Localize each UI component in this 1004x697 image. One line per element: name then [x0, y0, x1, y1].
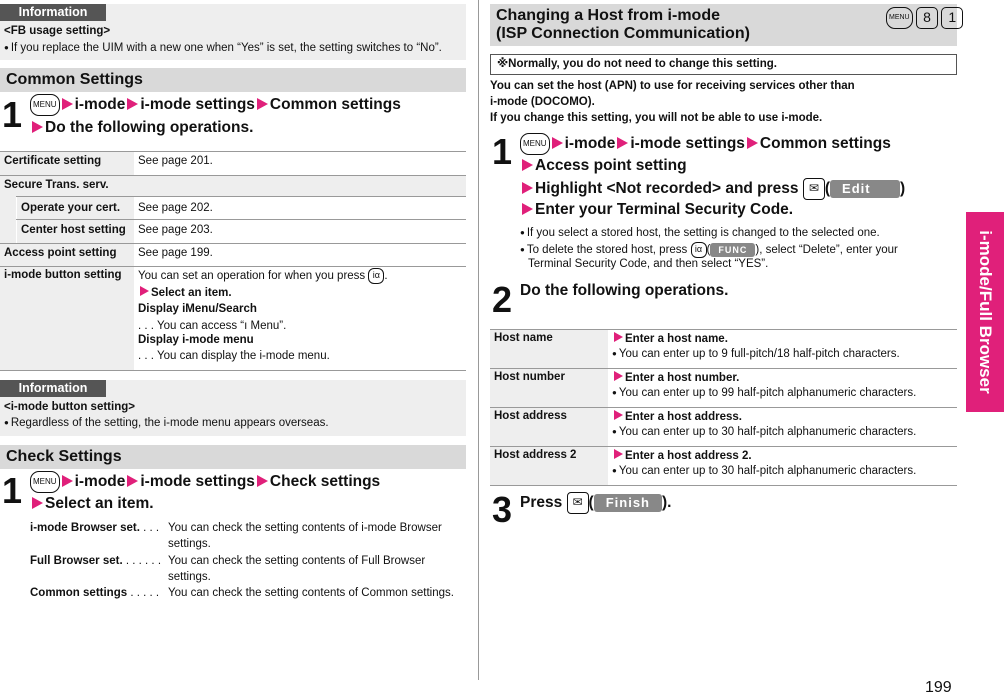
option-text: . . . You can access “ı Menu”.	[138, 320, 287, 332]
bullet-note-cont: Terminal Security Code, and then select “YES”.	[528, 258, 769, 270]
info-title: <FB usage setting>	[4, 25, 111, 37]
table-value: See page 199.	[138, 247, 213, 259]
arrow-icon	[522, 203, 533, 215]
side-tab	[966, 212, 1004, 412]
step-instruction-2: Do the following operations.	[30, 119, 253, 137]
section-header-changing-host	[490, 4, 957, 46]
header-line: Changing a Host from i-mode	[496, 7, 720, 24]
menu-key-icon: MENU	[886, 7, 913, 29]
bullet-note: ● If you select a stored host, the setting is changed to the selected one.	[520, 227, 880, 239]
table-label: Host name	[494, 332, 553, 344]
step-instruction-2: Access point setting	[520, 157, 687, 175]
info-text: ● If you replace the UIM with a new one when “Yes” is set, the setting switches to “No”.	[4, 42, 442, 54]
menu-key-icon: MENU	[520, 133, 550, 155]
arrow-icon	[127, 475, 138, 487]
intro-text: i-mode (DOCOMO).	[490, 96, 595, 108]
arrow-icon	[127, 98, 138, 110]
table-label: Access point setting	[4, 247, 117, 259]
column-divider	[478, 0, 479, 680]
side-tab-label: i-mode/Full Browser	[976, 230, 995, 394]
table-label: Certificate setting	[4, 155, 102, 167]
step-instruction-4: Enter your Terminal Security Code.	[520, 201, 793, 219]
section-header-common-settings: Common Settings	[0, 68, 466, 92]
arrow-icon	[614, 371, 623, 381]
info-text: ● Regardless of the setting, the i-mode menu appears overseas.	[4, 417, 329, 429]
list-item-desc: You can check the setting contents of i-mode Browser	[168, 522, 442, 534]
table-value: See page 201.	[138, 155, 213, 167]
arrow-icon	[617, 137, 628, 149]
arrow-icon	[257, 98, 268, 110]
step-number: 1	[2, 94, 23, 135]
option-title: Display i-mode menu	[138, 334, 254, 346]
info-tag: Information	[0, 4, 106, 21]
table-action: Enter a host name.	[612, 332, 728, 345]
table-label: Center host setting	[21, 224, 126, 236]
page-number: 199	[925, 679, 952, 696]
step-instruction: Do the following operations.	[520, 282, 729, 299]
step-instruction: MENU i-mode i-mode settings Check settings	[30, 471, 380, 493]
arrow-icon	[32, 497, 43, 509]
table-note: ● You can enter up to 30 half-pitch alphanumeric characters.	[612, 426, 916, 438]
finish-softkey: Finish	[594, 494, 662, 512]
info-tag: Information	[0, 380, 106, 397]
table-note: ● You can enter up to 30 half-pitch alphanumeric characters.	[612, 465, 916, 477]
step-instruction: MENU i-mode i-mode settings Common settings	[520, 133, 891, 155]
list-item: Common settings . . . . .	[30, 587, 160, 599]
option-title: Display iMenu/Search	[138, 303, 257, 315]
step-instruction: Press ✉ ( Finish ).	[520, 492, 671, 514]
note-box: ※Normally, you do not need to change this setting.	[490, 54, 957, 75]
key-1-icon: 1	[941, 7, 963, 29]
step-number: 1	[492, 131, 513, 172]
i-mode-key-icon: iα	[691, 242, 707, 258]
shortcut-keys	[886, 7, 963, 29]
menu-key-icon: MENU	[30, 94, 60, 116]
list-item: i-mode Browser set. . . .	[30, 522, 160, 534]
step-number: 3	[492, 489, 513, 530]
list-item-desc: You can check the setting contents of Full Browser	[168, 555, 426, 567]
edit-softkey: Edit	[830, 180, 900, 198]
table-action: Enter a host address.	[612, 410, 742, 423]
section-header-check-settings: Check Settings	[0, 445, 466, 469]
table-action: Enter a host address 2.	[612, 449, 752, 462]
step-instruction-3: Highlight <Not recorded> and press ✉ ( Edit )	[520, 178, 905, 200]
table-label: Secure Trans. serv.	[4, 179, 109, 191]
table-value: See page 202.	[138, 202, 213, 214]
arrow-icon	[747, 137, 758, 149]
list-item-desc: You can check the setting contents of Common settings.	[168, 587, 454, 599]
info-box-imode-button	[0, 380, 466, 436]
step-number: 2	[492, 279, 513, 320]
menu-key-icon: MENU	[30, 471, 60, 493]
bullet-note: ● To delete the stored host, press iα ( FUNC ), select “Delete”, enter your	[520, 242, 898, 258]
info-box-fb-usage	[0, 4, 466, 60]
arrow-icon	[62, 98, 73, 110]
arrow-icon	[257, 475, 268, 487]
info-title: <i-mode button setting>	[4, 401, 135, 413]
list-item-desc: settings.	[168, 571, 211, 583]
select-item: Select an item.	[138, 286, 232, 299]
step-instruction: MENU i-mode i-mode settings Common settings	[30, 94, 401, 116]
option-text: . . . You can display the i-mode menu.	[138, 350, 330, 362]
arrow-icon	[614, 410, 623, 420]
arrow-icon	[522, 159, 533, 171]
arrow-icon	[614, 449, 623, 459]
table-label: i-mode button setting	[4, 269, 122, 281]
step-instruction-2: Select an item.	[30, 495, 154, 513]
arrow-icon	[32, 121, 43, 133]
list-item-desc: settings.	[168, 538, 211, 550]
table-action: Enter a host number.	[612, 371, 739, 384]
intro-text: You can set the host (APN) to use for receiving services other than	[490, 80, 855, 92]
func-softkey: FUNC	[710, 243, 755, 257]
table-note: ● You can enter up to 99 half-pitch alphanumeric characters.	[612, 387, 916, 399]
table-label: Host address 2	[494, 449, 577, 461]
mail-key-icon: ✉	[567, 492, 589, 514]
arrow-icon	[614, 332, 623, 342]
table-value: You can set an operation for when you press iα .	[138, 270, 388, 283]
arrow-icon	[140, 286, 149, 296]
arrow-icon	[522, 182, 533, 194]
list-item: Full Browser set. . . . . . .	[30, 555, 162, 567]
mail-key-icon: ✉	[803, 178, 825, 200]
table-label: Host address	[494, 410, 567, 422]
header-line: (ISP Connection Communication)	[496, 25, 750, 42]
arrow-icon	[552, 137, 563, 149]
table-value: See page 203.	[138, 224, 213, 236]
step-number: 1	[2, 470, 23, 511]
table-note: ● You can enter up to 9 full-pitch/18 half-pitch characters.	[612, 348, 900, 360]
arrow-icon	[62, 475, 73, 487]
intro-text: If you change this setting, you will not be able to use i-mode.	[490, 112, 823, 124]
i-mode-key-icon: iα	[368, 268, 384, 284]
table-label: Host number	[494, 371, 565, 383]
table-label: Operate your cert.	[21, 202, 121, 214]
key-8-icon: 8	[916, 7, 938, 29]
